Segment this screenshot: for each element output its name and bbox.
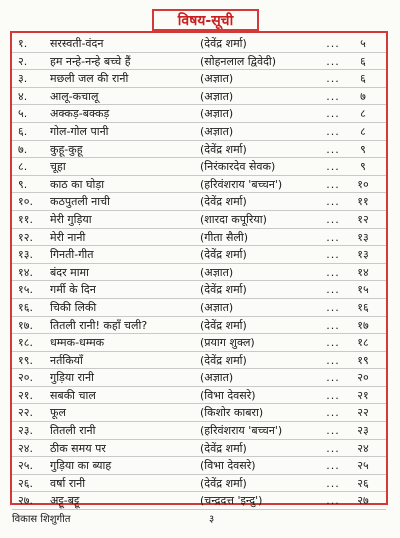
entry-page-number: १७ bbox=[357, 318, 369, 332]
toc-entry bbox=[12, 387, 386, 405]
entry-leader-dots: ... bbox=[326, 283, 340, 297]
entry-page-number: १९ bbox=[357, 353, 369, 367]
page-footer bbox=[10, 509, 388, 529]
entry-title: गुड़िया रानी bbox=[50, 371, 94, 385]
entry-page-number: ६ bbox=[360, 72, 366, 86]
entry-leader-dots: ... bbox=[326, 124, 340, 138]
entry-number: ८. bbox=[18, 160, 28, 174]
entry-leader-dots: ... bbox=[326, 248, 340, 262]
toc-entry bbox=[12, 70, 386, 88]
entry-leader-dots: ... bbox=[326, 37, 340, 50]
entry-page-number: ९ bbox=[360, 142, 366, 156]
entry-title: मेरी गुड़िया bbox=[50, 212, 92, 226]
entry-leader-dots: ... bbox=[326, 230, 340, 244]
entry-title: काठ का घोड़ा bbox=[50, 177, 105, 191]
entry-leader-dots: ... bbox=[326, 388, 340, 402]
toc-entry bbox=[12, 264, 386, 282]
entry-number: ४. bbox=[18, 89, 28, 103]
toc-entry bbox=[12, 141, 386, 159]
entry-number: १. bbox=[18, 37, 28, 50]
entry-page-number: २७ bbox=[357, 494, 369, 508]
entry-number: १७. bbox=[18, 318, 33, 332]
entry-author: (देवेंद्र शर्मा) bbox=[200, 476, 247, 490]
entry-title: तितली रानी bbox=[50, 424, 96, 438]
entry-title: बंदर मामा bbox=[50, 265, 89, 279]
entry-author: (देवेंद्र शर्मा) bbox=[200, 441, 247, 455]
entry-page-number: २६ bbox=[357, 476, 369, 490]
entry-author: (देवेंद्र शर्मा) bbox=[200, 195, 247, 209]
entry-page-number: ११ bbox=[357, 195, 369, 209]
entry-leader-dots: ... bbox=[326, 476, 340, 490]
entry-author: (देवेंद्र शर्मा) bbox=[200, 353, 247, 367]
toc-entry bbox=[12, 422, 386, 440]
entry-number: ७. bbox=[18, 142, 28, 156]
entry-author: (देवेंद्र शर्मा) bbox=[200, 248, 247, 262]
entry-leader-dots: ... bbox=[326, 160, 340, 174]
entry-author: (अज्ञात) bbox=[200, 107, 234, 121]
entry-leader-dots: ... bbox=[326, 54, 340, 68]
entry-author: (अज्ञात) bbox=[200, 371, 234, 385]
entry-title: मछली जल की रानी bbox=[50, 72, 129, 86]
entry-page-number: १५ bbox=[357, 283, 369, 297]
entry-leader-dots: ... bbox=[326, 371, 340, 385]
toc-entry bbox=[12, 88, 386, 106]
entry-number: २४. bbox=[18, 441, 33, 455]
toc-list bbox=[12, 35, 386, 510]
entry-title: धम्मक-धम्मक bbox=[50, 336, 105, 350]
entry-author: (शारदा कपूरिया) bbox=[200, 212, 267, 226]
entry-page-number: १४ bbox=[357, 265, 369, 279]
entry-author: (देवेंद्र शर्मा) bbox=[200, 142, 247, 156]
toc-entry bbox=[12, 176, 386, 194]
entry-page-number: २४ bbox=[357, 441, 369, 455]
toc-entry bbox=[12, 229, 386, 247]
entry-number: १९. bbox=[18, 353, 33, 367]
entry-page-number: १३ bbox=[357, 248, 369, 262]
entry-author: (प्रयाग शुक्ल) bbox=[200, 336, 255, 350]
entry-author: (देवेंद्र शर्मा) bbox=[200, 318, 247, 332]
entry-leader-dots: ... bbox=[326, 265, 340, 279]
entry-number: ९. bbox=[18, 177, 28, 191]
entry-number: ६. bbox=[18, 124, 28, 138]
entry-title: आलू-कचालू bbox=[50, 89, 99, 103]
entry-leader-dots: ... bbox=[326, 89, 340, 103]
entry-page-number: १० bbox=[357, 177, 369, 191]
entry-title: अक्कड़-बक्कड़ bbox=[50, 107, 110, 121]
entry-author: (अज्ञात) bbox=[200, 300, 234, 314]
entry-title: गिनती-गीत bbox=[50, 248, 94, 262]
entry-number: १२. bbox=[18, 230, 33, 244]
page-title: विषय-सूची bbox=[152, 9, 259, 31]
entry-page-number: २२ bbox=[357, 406, 369, 420]
toc-entry bbox=[12, 317, 386, 335]
entry-number: १५. bbox=[18, 283, 33, 297]
entry-number: ५. bbox=[18, 107, 28, 121]
toc-entry bbox=[12, 404, 386, 422]
entry-title: सबकी चाल bbox=[50, 388, 96, 402]
entry-title: गोल-गोल पानी bbox=[50, 124, 109, 138]
entry-number: १३. bbox=[18, 248, 33, 262]
entry-author: (देवेंद्र शर्मा) bbox=[200, 37, 247, 50]
entry-title: कठपुतली नाची bbox=[50, 195, 110, 209]
toc-entry bbox=[12, 53, 386, 71]
entry-author: (चन्द्रदत्त 'इन्दु') bbox=[200, 494, 263, 508]
toc-entry bbox=[12, 299, 386, 317]
toc-entry bbox=[12, 211, 386, 229]
entry-title: चिकी लिकी bbox=[50, 300, 97, 314]
entry-number: २१. bbox=[18, 388, 33, 402]
entry-leader-dots: ... bbox=[326, 318, 340, 332]
entry-number: १६. bbox=[18, 300, 33, 314]
entry-page-number: १२ bbox=[357, 212, 369, 226]
entry-number: २७. bbox=[18, 494, 33, 508]
toc-entry bbox=[12, 369, 386, 387]
toc-entry bbox=[12, 105, 386, 123]
entry-page-number: २० bbox=[357, 371, 369, 385]
toc-entry bbox=[12, 35, 386, 53]
entry-leader-dots: ... bbox=[326, 406, 340, 420]
entry-leader-dots: ... bbox=[326, 441, 340, 455]
entry-author: (देवेंद्र शर्मा) bbox=[200, 283, 247, 297]
entry-leader-dots: ... bbox=[326, 424, 340, 438]
entry-leader-dots: ... bbox=[326, 72, 340, 86]
entry-number: ३. bbox=[18, 72, 28, 86]
footer-page-number: ३ bbox=[209, 514, 215, 525]
entry-page-number: ६ bbox=[360, 54, 366, 68]
entry-title: अट्टू-बट्टू bbox=[50, 494, 80, 508]
entry-title: हम नन्हे-नन्हे बच्चे हैं bbox=[50, 54, 131, 68]
entry-author: (हरिवंशराय 'बच्चन') bbox=[200, 177, 283, 191]
entry-page-number: १३ bbox=[357, 230, 369, 244]
entry-number: १८. bbox=[18, 336, 33, 350]
toc-entry bbox=[12, 281, 386, 299]
entry-leader-dots: ... bbox=[326, 494, 340, 508]
toc-entry bbox=[12, 457, 386, 475]
entry-leader-dots: ... bbox=[326, 336, 340, 350]
entry-leader-dots: ... bbox=[326, 459, 340, 473]
entry-title: कुहू-कुहू bbox=[50, 142, 83, 156]
entry-title: गुड़िया का ब्याह bbox=[50, 459, 112, 473]
entry-author: (विभा देवसरे) bbox=[200, 388, 256, 402]
entry-page-number: १६ bbox=[357, 300, 369, 314]
entry-author: (निरंकारदेव सेवक) bbox=[200, 160, 276, 174]
entry-number: १४. bbox=[18, 265, 33, 279]
entry-title: ठीक समय पर bbox=[50, 441, 106, 455]
entry-title: वर्षा रानी bbox=[50, 476, 86, 490]
entry-title: गर्मी के दिन bbox=[50, 283, 96, 297]
entry-author: (अज्ञात) bbox=[200, 265, 234, 279]
toc-entry bbox=[12, 492, 386, 510]
entry-page-number: २३ bbox=[357, 424, 369, 438]
entry-page-number: ७ bbox=[360, 89, 366, 103]
toc-entry bbox=[12, 193, 386, 211]
entry-title: चूहा bbox=[50, 160, 66, 174]
entry-author: (अज्ञात) bbox=[200, 124, 234, 138]
entry-page-number: ८ bbox=[360, 124, 366, 138]
entry-page-number: ५ bbox=[360, 37, 366, 50]
entry-leader-dots: ... bbox=[326, 177, 340, 191]
entry-title: सरस्वती-वंदन bbox=[50, 37, 104, 50]
toc-entry bbox=[12, 123, 386, 141]
entry-title: फूल bbox=[50, 406, 66, 420]
toc-entry bbox=[12, 352, 386, 370]
entry-page-number: २१ bbox=[357, 388, 369, 402]
entry-author: (अज्ञात) bbox=[200, 89, 234, 103]
entry-number: १०. bbox=[18, 195, 33, 209]
entry-author: (हरिवंशराय 'बच्चन') bbox=[200, 424, 283, 438]
toc-entry bbox=[12, 440, 386, 458]
entry-title: मेरी नानी bbox=[50, 230, 86, 244]
entry-number: २. bbox=[18, 54, 28, 68]
entry-author: (सोहनलाल द्विवेदी) bbox=[200, 54, 277, 68]
entry-number: २०. bbox=[18, 371, 33, 385]
entry-title: तितली रानी! कहाँ चली? bbox=[50, 318, 148, 332]
entry-leader-dots: ... bbox=[326, 195, 340, 209]
entry-leader-dots: ... bbox=[326, 212, 340, 226]
entry-leader-dots: ... bbox=[326, 142, 340, 156]
entry-author: (किशोर काबरा) bbox=[200, 406, 264, 420]
book-name: विकास शिशुगीत bbox=[12, 514, 71, 525]
entry-leader-dots: ... bbox=[326, 300, 340, 314]
entry-page-number: ८ bbox=[360, 107, 366, 121]
entry-author: (अज्ञात) bbox=[200, 72, 234, 86]
entry-author: (विभा देवसरे) bbox=[200, 459, 256, 473]
toc-entry bbox=[12, 246, 386, 264]
entry-number: २५. bbox=[18, 459, 33, 473]
entry-page-number: १८ bbox=[357, 336, 369, 350]
entry-number: २३. bbox=[18, 424, 33, 438]
toc-entry bbox=[12, 475, 386, 493]
entry-page-number: २५ bbox=[357, 459, 369, 473]
entry-title: नर्तकियाँ bbox=[50, 353, 83, 367]
toc-entry bbox=[12, 334, 386, 352]
toc-entry bbox=[12, 158, 386, 176]
entry-number: ११. bbox=[18, 212, 33, 226]
entry-number: २६. bbox=[18, 476, 33, 490]
entry-author: (गीता सैली) bbox=[200, 230, 248, 244]
entry-number: २२. bbox=[18, 406, 33, 420]
entry-page-number: ९ bbox=[360, 160, 366, 174]
entry-leader-dots: ... bbox=[326, 107, 340, 121]
entry-leader-dots: ... bbox=[326, 353, 340, 367]
